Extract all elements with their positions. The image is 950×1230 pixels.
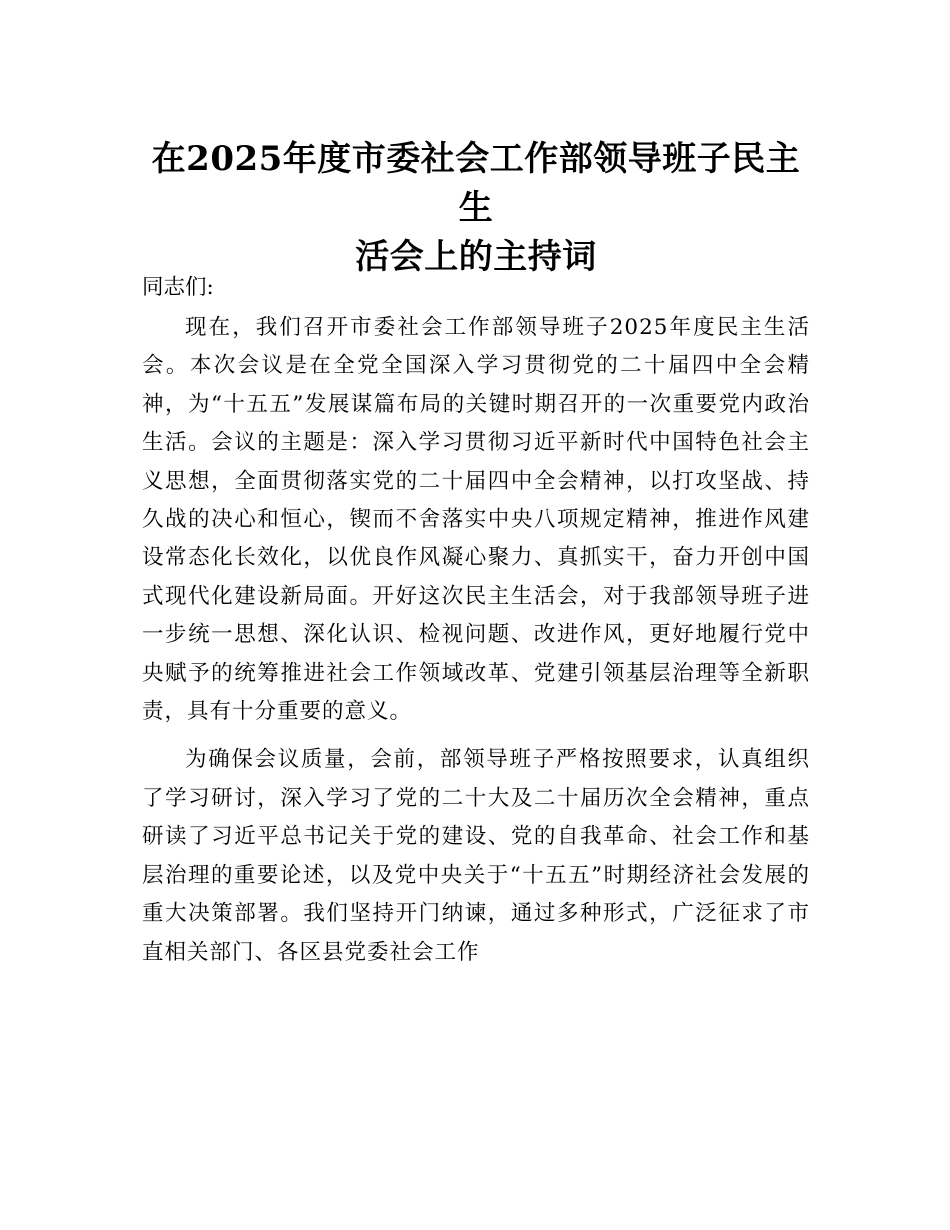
paragraph-2: 为确保会议质量，会前，部领导班子严格按照要求，认真组织了学习研讨，深入学习了党的二十大及二十届历次全会精神，重点研读了习近平总书记关于党的建设、党的自我革命、社会工作和基层治理的重要论述，以及党中央关于“十五五”时期经济社会发展的重大决策部署。我们坚持开门纳谏，通过多种形式，广泛征求了市直相关部门、各区县党委社会工作 [142, 747, 810, 965]
salutation: 同志们: [142, 275, 214, 300]
document-title [140, 135, 812, 282]
title-line-2: 活会上的主持词 [355, 236, 597, 277]
title-line-1: 在2025年度市委社会工作部领导班子民主生 [151, 138, 801, 228]
document-body [142, 266, 810, 982]
paragraph-1: 现在，我们召开市委社会工作部领导班子2025年度民主生活会。本次会议是在全党全国深入学习贯彻党的二十届四中全会精神，为“十五五”发展谋篇布局的关键时期召开的一次重要党内政治生活。会议的主题是：深入学习贯彻习近平新时代中国特色社会主义思想，全面贯彻落实党的二十届四中全会精神，以打攻坚战、持久战的决心和恒心，锲而不舍落实中央八项规定精神，推进作风建设常态化长效化，以优良作风凝心聚力、真抓实干，奋力开创中国式现代化建设新局面。开好这次民主生活会，对于我部领导班子进一步统一思想、深化认识、检视问题、改进作风，更好地履行党中央赋予的统筹推进社会工作领域改革、党建引领基层治理等全新职责，具有十分重要的意义。 [142, 315, 810, 725]
